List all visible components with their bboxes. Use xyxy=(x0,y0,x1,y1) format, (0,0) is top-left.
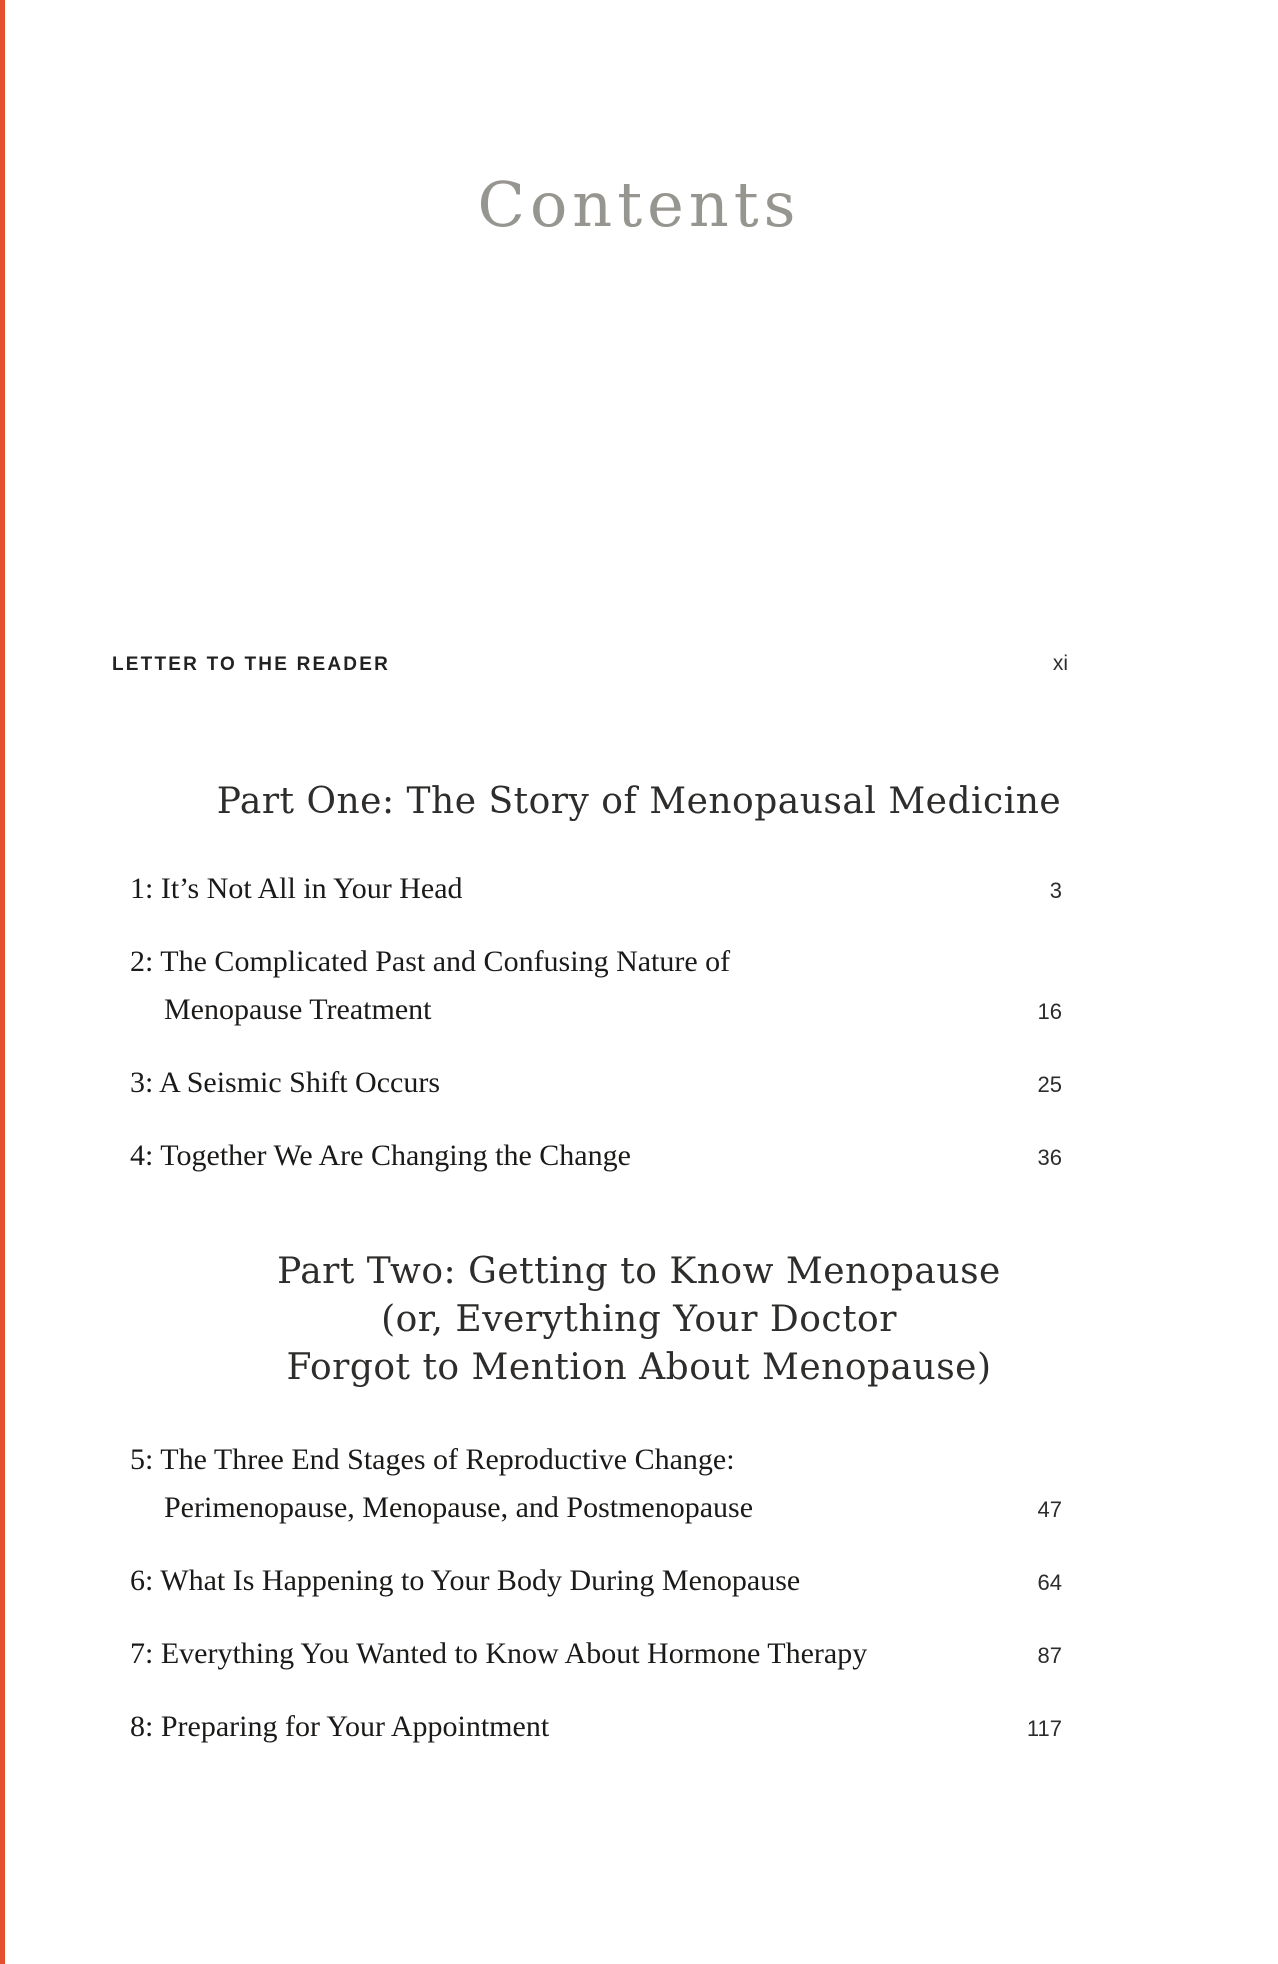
front-matter-row xyxy=(112,652,1068,676)
toc-entry xyxy=(130,1132,1062,1180)
page-title: Contents xyxy=(477,168,801,241)
front-matter-page-number: xi xyxy=(1052,652,1068,675)
toc-entry-label xyxy=(130,865,463,913)
left-accent-bar xyxy=(0,0,5,1964)
toc-entry-label xyxy=(130,1132,631,1180)
toc-entry-line: 2: The Complicated Past and Confusing Nature of xyxy=(130,945,731,978)
toc-entry-label xyxy=(130,1436,753,1532)
toc-entry-line: 6: What Is Happening to Your Body During Menopause xyxy=(130,1564,801,1597)
front-matter-label: LETTER TO THE READER xyxy=(112,654,390,675)
toc-entry-line: Perimenopause, Menopause, and Postmenopause xyxy=(164,1491,754,1524)
toc-entry-page-number: 47 xyxy=(1037,1497,1062,1522)
toc-entry-line: 3: A Seismic Shift Occurs xyxy=(130,1066,440,1099)
toc-entry-line: 7: Everything You Wanted to Know About Hormone Therapy xyxy=(130,1637,868,1670)
toc-entry xyxy=(130,1630,1062,1678)
toc-entry xyxy=(130,1557,1062,1605)
toc-entry-label xyxy=(130,1557,800,1605)
toc-entry-label xyxy=(130,1703,549,1751)
toc-entry-label xyxy=(130,1059,440,1107)
part-two-heading-line: Part Two: Getting to Know Menopause xyxy=(277,1251,1001,1292)
toc-entry-page-number: 64 xyxy=(1037,1570,1062,1595)
toc-entry-line: 8: Preparing for Your Appointment xyxy=(130,1710,550,1743)
toc-entry-line: 5: The Three End Stages of Reproductive Change: xyxy=(130,1443,735,1476)
part-two-heading-line: (or, Everything Your Doctor xyxy=(381,1299,897,1340)
toc-entry-page-number: 117 xyxy=(1026,1716,1062,1741)
toc-entry-page-number: 16 xyxy=(1037,999,1062,1024)
toc-entry-line: 4: Together We Are Changing the Change xyxy=(130,1139,631,1172)
part-one-entries xyxy=(130,865,1062,1205)
toc-entry-line: Menopause Treatment xyxy=(164,993,432,1026)
toc-entry-line: 1: It’s Not All in Your Head xyxy=(130,872,463,905)
toc-entry-page-number: 3 xyxy=(1049,878,1062,903)
part-two-heading xyxy=(0,1248,1278,1392)
toc-entry xyxy=(130,865,1062,913)
toc-entry xyxy=(130,1059,1062,1107)
part-two-entries xyxy=(130,1436,1062,1776)
toc-entry-page-number: 87 xyxy=(1037,1643,1062,1668)
toc-entry-page-number: 36 xyxy=(1037,1145,1062,1170)
toc-entry xyxy=(130,938,1062,1034)
toc-entry xyxy=(130,1703,1062,1751)
part-one-heading: Part One: The Story of Menopausal Medicine xyxy=(216,781,1062,822)
toc-entry-page-number: 25 xyxy=(1037,1072,1062,1097)
toc-entry-label xyxy=(130,938,730,1034)
part-two-heading-line: Forgot to Mention About Menopause) xyxy=(286,1347,992,1388)
toc-entry-label xyxy=(130,1630,867,1678)
toc-entry xyxy=(130,1436,1062,1532)
